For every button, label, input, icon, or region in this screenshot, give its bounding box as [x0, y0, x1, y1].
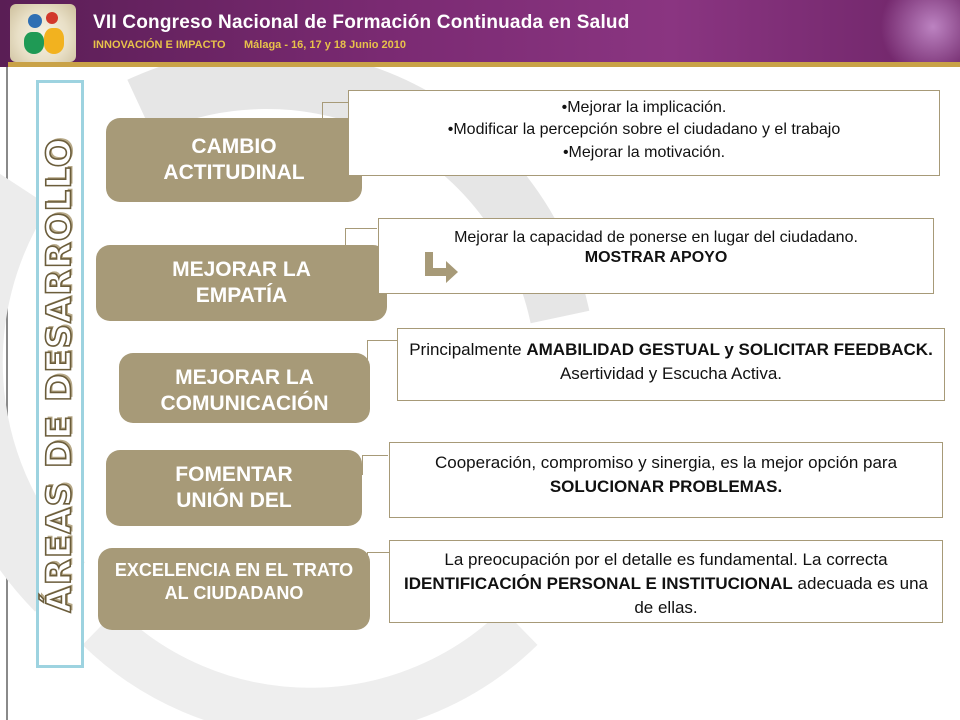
description-mejorar-comunicacion — [397, 328, 945, 401]
left-edge-line — [6, 67, 8, 720]
header-gold-bar — [8, 62, 960, 67]
side-title-text: ÁREAS DE DESARROLLO — [40, 137, 80, 613]
description-line: Mejorar la capacidad de ponerse en lugar del ciudadano. — [454, 229, 858, 246]
header-subtitle: INNOVACIÓN E IMPACTO — [93, 39, 226, 51]
description-text: adecuada es una de ellas. — [634, 573, 928, 617]
category-mejorar-comunicacion — [119, 353, 370, 423]
description-emphasis: MOSTRAR APOYO — [584, 249, 728, 267]
description-text: Asertividad y Escucha Activa. — [559, 363, 783, 383]
header-banner — [0, 0, 960, 67]
description-excelencia-trato — [389, 540, 943, 623]
description-line: •Mejorar la motivación. — [562, 143, 726, 161]
description-text: La preocupación por el detalle es fundamental. La correcta — [444, 550, 888, 569]
connector-3 — [367, 340, 397, 360]
description-line: •Mejorar la implicación. — [561, 99, 727, 116]
bent-arrow-icon — [422, 250, 462, 284]
description-emphasis: AMABILIDAD GESTUAL y SOLICITAR FEEDBACK. — [526, 340, 933, 359]
description-fomentar-union — [389, 442, 943, 518]
banner-glow-decoration — [870, 0, 960, 67]
description-cambio-actitudinal — [348, 90, 940, 176]
header-title: VII Congreso Nacional de Formación Continuada en Salud — [93, 12, 630, 33]
category-label: EXCELENCIA EN EL TRATO AL CIUDADANO — [114, 560, 354, 603]
category-label: MEJORAR LA EMPATÍA — [172, 257, 311, 307]
category-label: MEJORAR LA COMUNICACIÓN — [160, 366, 329, 416]
header-date-location: Málaga - 16, 17 y 18 Junio 2010 — [244, 39, 407, 51]
description-emphasis: SOLUCIONAR PROBLEMAS. — [549, 476, 783, 496]
connector-5 — [367, 552, 389, 566]
connector-4 — [362, 455, 388, 475]
description-text: Cooperación, compromiso y sinergia, es la mejor opción para — [434, 453, 898, 472]
category-label: CAMBIO ACTITUDINAL — [163, 134, 305, 184]
category-label: FOMENTAR UNIÓN DEL — [175, 463, 293, 513]
description-text: Principalmente — [409, 340, 527, 359]
congress-logo-icon — [10, 4, 76, 62]
description-emphasis: IDENTIFICACIÓN PERSONAL E INSTITUCIONAL — [404, 573, 793, 593]
category-fomentar-union — [106, 450, 362, 526]
category-cambio-actitudinal — [106, 118, 362, 202]
description-line: •Modificar la percepción sobre el ciudadano y el trabajo — [447, 121, 841, 139]
category-mejorar-empatia — [96, 245, 387, 321]
category-excelencia-trato — [98, 548, 370, 630]
side-title — [40, 137, 80, 613]
